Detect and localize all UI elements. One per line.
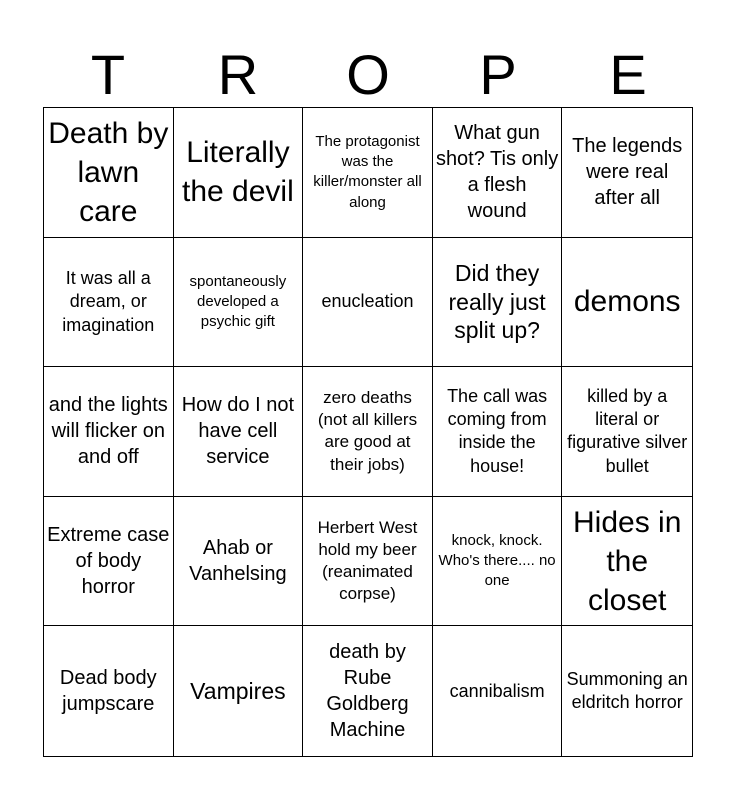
bingo-cell[interactable]	[433, 626, 563, 756]
bingo-cell[interactable]	[174, 367, 304, 497]
bingo-title	[43, 42, 693, 108]
bingo-cell[interactable]	[303, 108, 433, 238]
bingo-cell[interactable]	[433, 367, 563, 497]
bingo-cell[interactable]	[433, 238, 563, 368]
cell-text: The protagonist was the killer/monster all along	[313, 132, 422, 211]
bingo-cell[interactable]	[433, 108, 563, 238]
cell-text: The call was coming from inside the house!	[447, 385, 548, 476]
bingo-cell[interactable]	[44, 367, 174, 497]
cell-text: The legends were real after all	[572, 135, 683, 210]
bingo-cell[interactable]	[562, 367, 692, 497]
bingo-cell[interactable]	[562, 497, 692, 627]
cell-text: killed by a literal or figurative silver bullet	[567, 385, 688, 476]
cell-text: It was all a dream, or imagination	[62, 267, 155, 335]
cell-text: Vampires	[190, 677, 286, 704]
bingo-cell[interactable]	[44, 238, 174, 368]
cell-text: cannibalism	[449, 680, 545, 701]
bingo-grid	[43, 107, 693, 757]
bingo-cell[interactable]	[303, 497, 433, 627]
cell-text: How do I not have cell service	[181, 394, 295, 469]
cell-text: demons	[573, 285, 681, 319]
title-letter-r: R	[217, 43, 259, 106]
cell-text: Ahab or Vanhelsing	[189, 537, 287, 586]
bingo-cell[interactable]	[562, 238, 692, 368]
bingo-cell[interactable]	[562, 626, 692, 756]
cell-text: Did they really just split up?	[448, 259, 546, 344]
cell-text: Literally the devil	[182, 136, 294, 209]
cell-text: What gun shot? Tis only a flesh wound	[435, 122, 559, 223]
bingo-cell[interactable]	[44, 626, 174, 756]
cell-text: enucleation	[321, 291, 414, 312]
title-letter-e: E	[609, 43, 647, 106]
bingo-cell[interactable]	[303, 626, 433, 756]
cell-text: Summoning an eldritch horror	[566, 668, 688, 713]
bingo-cell[interactable]	[44, 108, 174, 238]
title-letter-t: T	[90, 43, 126, 106]
bingo-cell[interactable]	[303, 238, 433, 368]
cell-text: spontaneously developed a psychic gift	[189, 272, 287, 331]
title-letter-o: O	[346, 43, 390, 106]
cell-text: knock, knock. Who's there.... no one	[438, 531, 556, 590]
bingo-cell[interactable]	[562, 108, 692, 238]
title-letter-p: P	[479, 43, 517, 106]
bingo-cell[interactable]	[174, 626, 304, 756]
bingo-cell[interactable]	[433, 497, 563, 627]
cell-text: zero deaths (not all killers are good at their jobs)	[317, 388, 418, 474]
bingo-cell[interactable]	[303, 367, 433, 497]
cell-text: Herbert West hold my beer (reanimated corpse)	[317, 517, 418, 604]
cell-text: Extreme case of body horror	[47, 524, 170, 599]
bingo-cell[interactable]	[174, 497, 304, 627]
bingo-cell[interactable]	[174, 238, 304, 368]
cell-text: death by Rube Goldberg Machine	[326, 641, 409, 742]
cell-text: Hides in the closet	[573, 505, 682, 617]
bingo-cell[interactable]	[44, 497, 174, 627]
cell-text: Death by lawn care	[48, 116, 169, 228]
cell-text: and the lights will flicker on and off	[48, 394, 168, 469]
cell-text: Dead body jumpscare	[59, 667, 157, 716]
bingo-cell[interactable]	[174, 108, 304, 238]
